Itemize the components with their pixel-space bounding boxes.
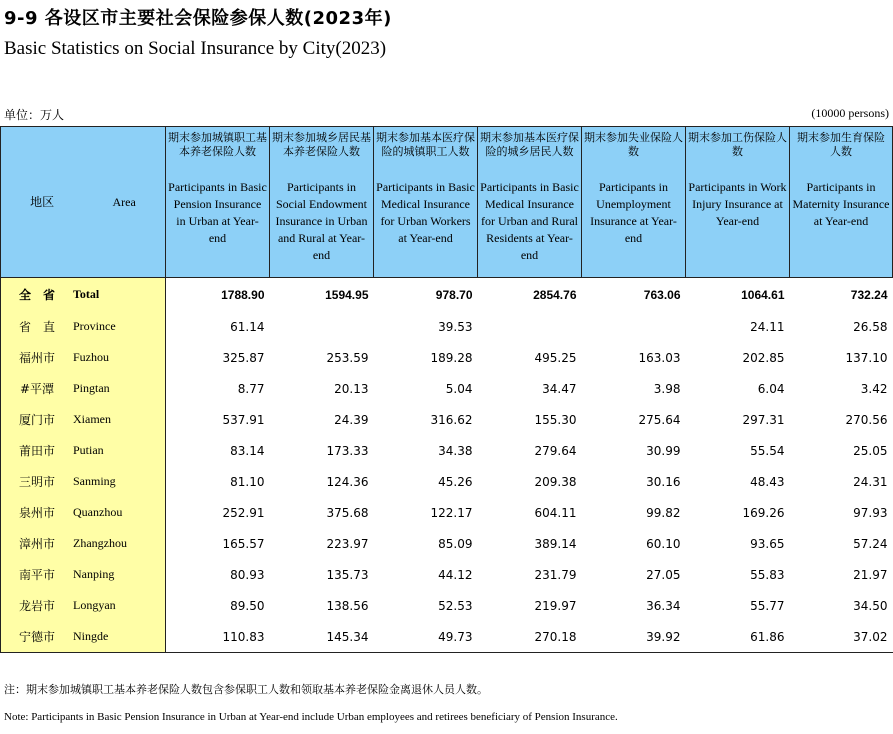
table-cell: 279.64 [534, 443, 577, 458]
table-cell: 165.57 [222, 536, 265, 551]
table-cell: 52.53 [438, 598, 473, 613]
table-cell: 8.77 [237, 381, 265, 396]
row-label-cn: 省 直 [18, 320, 55, 334]
table-cell: 231.79 [534, 567, 577, 582]
footnote-cn: 注：期末参加城镇职工基本养老保险人数包含参保职工人数和领取基本养老保险金离退休人员人数。 [4, 683, 488, 696]
table-cell: 978.70 [435, 287, 473, 302]
table-cell: 25.05 [853, 443, 888, 458]
table-cell: 24.11 [750, 319, 785, 334]
table-cell: 325.87 [222, 350, 265, 365]
table-cell: 169.26 [742, 505, 785, 520]
table-cell: 24.31 [853, 474, 888, 489]
unit-label-cn: 单位：万人 [4, 108, 65, 122]
table-cell: 85.09 [438, 536, 473, 551]
row-label-cn: 宁德市 [18, 630, 55, 644]
table-body [1, 278, 893, 653]
table-cell: 1064.61 [741, 287, 785, 302]
table-cell: 97.93 [853, 505, 888, 520]
table-cell: 270.18 [478, 621, 582, 653]
table-cell: 297.31 [742, 412, 785, 427]
column-header-cn: 期末参加基本医疗保险的城乡居民人数 [480, 131, 579, 158]
row-label [1, 528, 166, 559]
page-title-cn: 9-9 各设区市主要社会保险参保人数(2023年) [4, 8, 392, 29]
row-label [1, 311, 166, 342]
table-row [1, 404, 893, 435]
table-cell: 135.73 [326, 567, 369, 582]
row-label-en: Zhangzhou [73, 536, 127, 550]
table-cell: 60.10 [646, 536, 681, 551]
table-cell: 39.92 [582, 621, 686, 653]
column-header-cn: 期末参加基本医疗保险的城镇职工人数 [376, 131, 475, 158]
row-label [1, 404, 166, 435]
table-row [1, 621, 893, 653]
column-header-medical-workers [374, 127, 478, 278]
table-cell: 537.91 [222, 412, 265, 427]
row-label [1, 466, 166, 497]
table-row [1, 590, 893, 621]
table-cell [270, 311, 374, 342]
area-header-cn: 地区 [30, 195, 55, 209]
table-cell: 34.50 [853, 598, 888, 613]
column-header-cn: 期末参加城乡居民基本养老保险人数 [272, 131, 371, 158]
table-cell: 253.59 [326, 350, 369, 365]
table-cell: 732.24 [850, 287, 888, 302]
table-cell: 21.97 [853, 567, 888, 582]
table-cell: 155.30 [534, 412, 577, 427]
row-label-cn: 泉州市 [18, 506, 55, 520]
table-cell: 89.50 [230, 598, 265, 613]
column-header-cn: 期末参加失业保险人数 [584, 131, 683, 158]
column-header-en: Participants in Basic Medical Insurance for Urban and Rural Residents at Year-end [480, 180, 579, 262]
table-cell: 55.77 [750, 598, 785, 613]
row-label-cn: 南平市 [18, 568, 55, 582]
table-cell: 138.56 [326, 598, 369, 613]
table-row [1, 497, 893, 528]
table-cell: 99.82 [646, 505, 681, 520]
social-insurance-table [0, 126, 893, 653]
table-cell: 61.86 [686, 621, 790, 653]
area-header-en: Area [112, 195, 136, 209]
table-cell: 122.17 [430, 505, 473, 520]
table-row [1, 466, 893, 497]
table-cell: 163.03 [638, 350, 681, 365]
table-cell: 30.99 [646, 443, 681, 458]
table-cell: 173.33 [326, 443, 369, 458]
row-label-en: Province [73, 319, 116, 333]
row-label-cn: #平潭 [19, 382, 55, 396]
row-label-en: Sanming [73, 474, 116, 488]
table-cell: 763.06 [643, 287, 681, 302]
table-row [1, 373, 893, 404]
row-label [1, 621, 166, 653]
column-header-en: Participants in Basic Medical Insurance for Urban Workers at Year-end [376, 180, 475, 245]
table-cell: 2854.76 [533, 287, 577, 302]
table-cell [478, 311, 582, 342]
table-cell: 110.83 [166, 621, 270, 653]
row-label [1, 278, 166, 312]
row-label-en: Quanzhou [73, 505, 123, 519]
table-cell: 137.10 [845, 350, 888, 365]
row-label [1, 435, 166, 466]
table-row [1, 435, 893, 466]
table-cell: 316.62 [430, 412, 473, 427]
row-label-cn: 莆田市 [18, 444, 55, 458]
row-label-cn: 全 省 [18, 288, 55, 302]
table-row [1, 311, 893, 342]
column-header-unemployment [582, 127, 686, 278]
row-label-en: Ningde [73, 629, 109, 643]
row-label-en: Putian [73, 443, 104, 457]
column-header-maternity [790, 127, 893, 278]
table-cell: 209.38 [534, 474, 577, 489]
table-cell: 55.54 [750, 443, 785, 458]
column-header-en: Participants in Basic Pension Insurance in Urban at Year-end [168, 180, 267, 245]
table-cell: 495.25 [534, 350, 577, 365]
area-column-header [1, 127, 166, 278]
table-cell: 80.93 [230, 567, 265, 582]
table-cell: 34.38 [438, 443, 473, 458]
table-cell: 83.14 [230, 443, 265, 458]
table-cell: 36.34 [646, 598, 681, 613]
table-cell: 202.85 [742, 350, 785, 365]
table-cell: 270.56 [845, 412, 888, 427]
column-header-endowment-rural [270, 127, 374, 278]
table-cell: 3.42 [860, 381, 888, 396]
table-cell: 145.34 [270, 621, 374, 653]
table-cell: 26.58 [853, 319, 888, 334]
unit-label-en: (10000 persons) [811, 106, 889, 120]
row-label-cn: 漳州市 [18, 537, 55, 551]
table-cell: 189.28 [430, 350, 473, 365]
table-cell: 1594.95 [325, 287, 369, 302]
row-label-en: Nanping [73, 567, 115, 581]
column-header-medical-residents [478, 127, 582, 278]
table-cell: 24.39 [334, 412, 369, 427]
table-cell: 81.10 [230, 474, 265, 489]
row-label [1, 590, 166, 621]
table-cell: 604.11 [534, 505, 577, 520]
table-cell: 20.13 [334, 381, 369, 396]
column-header-cn: 期末参加工伤保险人数 [688, 131, 787, 158]
table-cell: 34.47 [542, 381, 577, 396]
table-cell: 219.97 [534, 598, 577, 613]
row-label-en: Total [73, 287, 100, 301]
column-header-pension-urban [166, 127, 270, 278]
table-cell: 44.12 [438, 567, 473, 582]
table-cell: 55.83 [750, 567, 785, 582]
table-row [1, 559, 893, 590]
column-header-cn: 期末参加城镇职工基本养老保险人数 [168, 131, 267, 158]
row-label-cn: 三明市 [18, 475, 55, 489]
table-cell: 93.65 [750, 536, 785, 551]
table-cell: 124.36 [326, 474, 369, 489]
table-cell: 3.98 [653, 381, 681, 396]
row-label [1, 373, 166, 404]
table-row [1, 342, 893, 373]
column-header-en: Participants in Unemployment Insurance at Year-end [590, 180, 677, 245]
page-title-en: Basic Statistics on Social Insurance by City(2023) [4, 38, 387, 59]
row-label-en: Xiamen [73, 412, 111, 426]
table-header-row [1, 127, 893, 278]
table-cell: 6.04 [757, 381, 785, 396]
table-row-total [1, 278, 893, 312]
column-header-cn: 期末参加生育保险人数 [797, 131, 885, 158]
footnote-en: Note: Participants in Basic Pension Insurance in Urban at Year-end include Urban employees and retirees beneficiary of Pension Insurance. [4, 711, 618, 723]
row-label-cn: 龙岩市 [18, 599, 55, 613]
table-row [1, 528, 893, 559]
table-cell: 1788.90 [221, 287, 265, 302]
row-label-en: Pingtan [73, 381, 110, 395]
table-cell: 57.24 [853, 536, 888, 551]
row-label [1, 497, 166, 528]
column-header-work-injury [686, 127, 790, 278]
row-label [1, 559, 166, 590]
column-header-en: Participants in Maternity Insurance at Year-end [792, 180, 890, 228]
table-cell: 27.05 [646, 567, 681, 582]
column-header-en: Participants in Social Endowment Insurance in Urban and Rural at Year-end [275, 180, 368, 262]
table-cell: 5.04 [445, 381, 473, 396]
row-label-cn: 厦门市 [18, 413, 55, 427]
table-cell: 39.53 [438, 319, 473, 334]
row-label [1, 342, 166, 373]
table-cell: 30.16 [646, 474, 681, 489]
table-cell: 223.97 [326, 536, 369, 551]
table-cell [582, 311, 686, 342]
table-cell: 61.14 [230, 319, 265, 334]
table-cell: 275.64 [638, 412, 681, 427]
table-cell: 389.14 [534, 536, 577, 551]
table-cell: 252.91 [222, 505, 265, 520]
row-label-en: Fuzhou [73, 350, 109, 364]
row-label-cn: 福州市 [18, 351, 55, 365]
table-cell: 37.02 [790, 621, 893, 653]
table-cell: 48.43 [750, 474, 785, 489]
column-header-en: Participants in Work Injury Insurance at Year-end [688, 180, 787, 228]
table-cell: 45.26 [438, 474, 473, 489]
row-label-en: Longyan [73, 598, 116, 612]
table-cell: 375.68 [326, 505, 369, 520]
table-cell: 49.73 [374, 621, 478, 653]
